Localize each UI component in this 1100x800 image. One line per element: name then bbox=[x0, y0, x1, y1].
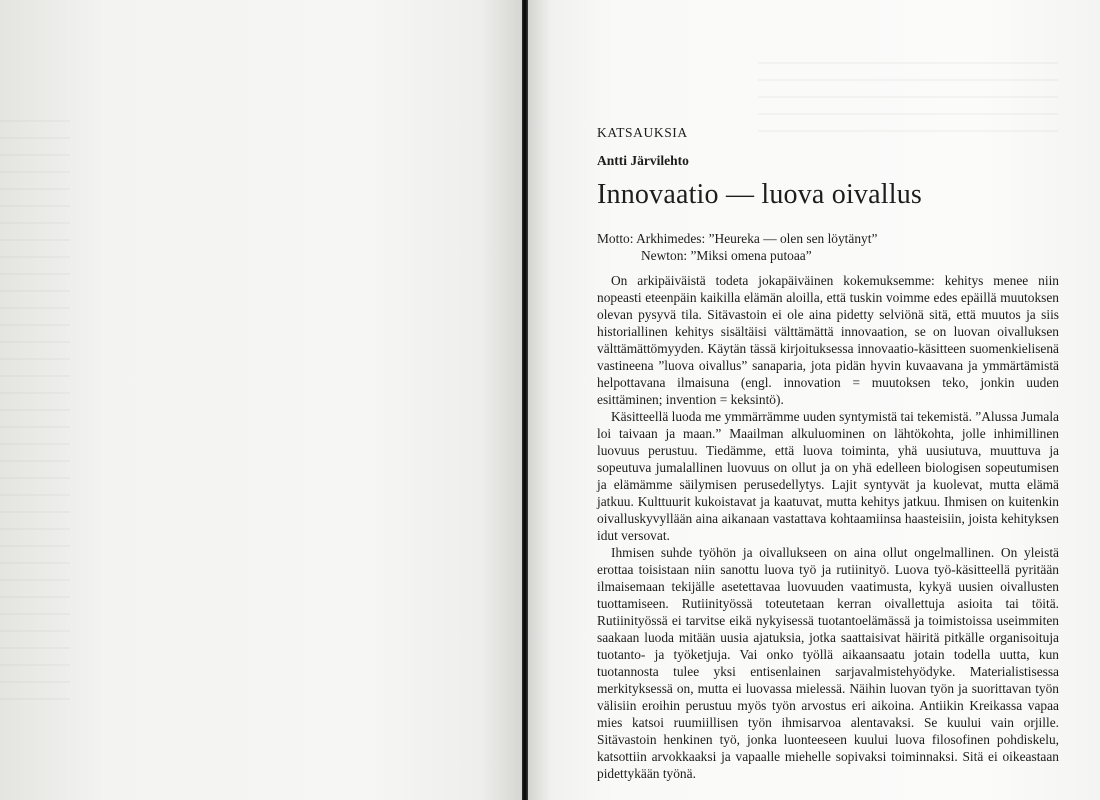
show-through-text bbox=[0, 120, 70, 700]
motto-line: Motto: Arkhimedes: ”Heureka — olen sen löytänyt” bbox=[597, 231, 878, 246]
paragraph: Käsitteellä luoda me ymmärrämme uuden syntymistä tai tekemistä. ”Alussa Jumala loi taivaan ja maan.” Maailman alkuluominen on lähtökohta, jolle inhimillinen luovuus perustuu. Tiedämme, että luova toiminta, yhä uusiutuva, muuttuva ja sopeutuva jumalallinen luovuus on ollut ja on yhä edelleen biologisen sopeutumisen ja elämämme säilymisen perusedellytys. Lajit syntyvät ja kuolevat, mutta elämä jatkuu. Kulttuurit kukoistavat ja kaatuvat, mutta kehitys jatkuu. Ihmisen on kuitenkin oivalluskyvyllään aina aikanaan vastattava kohtaamiinsa haasteisiin, joista kehityksen idut versovat. bbox=[597, 409, 1059, 543]
right-page bbox=[528, 0, 1100, 800]
paragraph: On arkipäiväistä todeta jokapäiväinen kokemuksemme: kehitys menee niin nopeasti eteenpäin kaikilla elämän aloilla, että tuskin voimme edes epäillä muutoksen olevan pysyvä tila. Sitävastoin ei ole aina pidetty selviönä sitä, että muutos ja siis historiallinen kehitys sisältäisi välttämättä innovaation, se on luovan oivalluksen välttämättömyyden. Käytän tässä kirjoituksessa innovaatio-käsitteen suomenkielisenä vastineena ”luova oivallus” sanaparia, jota pidän hyvin kuvaavana ja ymmärtämistä helpottavana ilmaisuna (engl. innovation = muutoksen teko, jonkin uuden esittäminen; invention = keksintö). bbox=[597, 273, 1059, 407]
motto bbox=[597, 231, 1059, 264]
paragraph: Ihmisen suhde työhön ja oivallukseen on aina ollut ongelmallinen. On yleistä erottaa toisistaan niin sanottu luova työ ja rutiinityö. Luova työ-käsitteellä pyritään ilmaisemaan tekijälle asetettavaa luovuuden vaatimusta, kykyä uusien oivallusten tuottamiseen. Rutiinityössä toteutetaan kerran oivallettuja asioita tai töitä. Rutiinityössä ei tarvitse eikä nykyisessä tuotantoelämässä ja toimistoissa useimmiten saakaan luoda mitään uusia ajatuksia, jotka saattaisivat häiritä pitkälle organisoituja tuotanto- ja työketjuja. Vai onko työllä aikaansaatu jotain todella uutta, kun tuotannosta tulee yksi entisenlainen sarjavalmistehyödyke. Materialistisessa merkityksessä on, mutta ei luovassa mielessä. Näihin luovan työn ja suorittavan työn välisiin eroihin perustuu myös työn arvostus eri aikoina. Antiikin Kreikassa vapaa mies katsoi ruumiillisen työn ihmisarvoa alentavaksi. Se kuului vain orjille. Sitävastoin henkinen työ, jonka luonteeseen kuului luova filosofinen pohdiskelu, katsottiin arvokkaaksi ja vapaalle miehelle sopivaksi toiminnaksi. Sitä ei oikeastaan pidettykään työnä. bbox=[597, 545, 1059, 781]
body-text bbox=[597, 272, 1059, 782]
article-title: Innovaatio — luova oivallus bbox=[597, 179, 923, 210]
motto-line: Newton: ”Miksi omena putoaa” bbox=[641, 247, 812, 263]
section-label: KATSAUKSIA bbox=[597, 125, 688, 140]
author-name: Antti Järvilehto bbox=[597, 153, 689, 168]
article bbox=[597, 124, 1059, 782]
left-page bbox=[0, 0, 522, 800]
